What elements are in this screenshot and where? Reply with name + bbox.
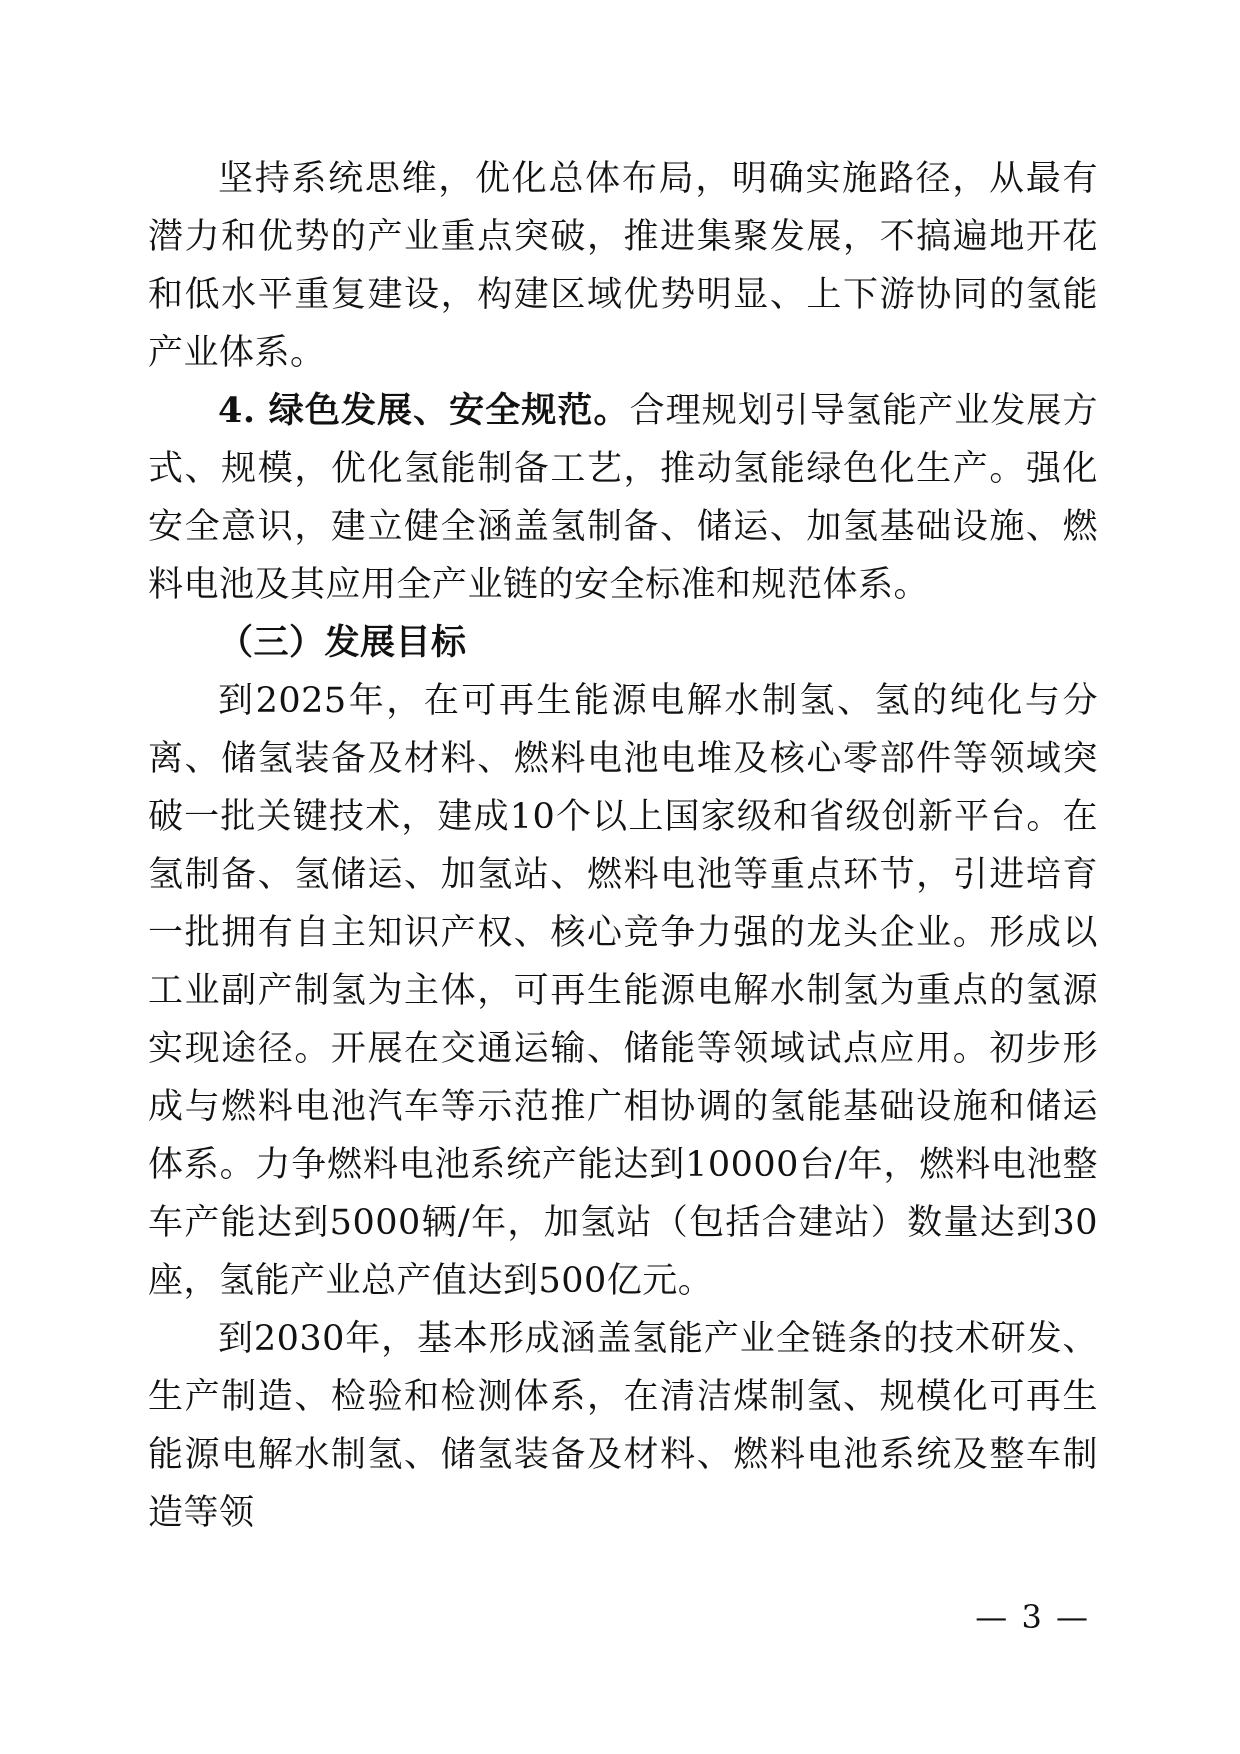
paragraph-goal-2030: [148, 1310, 1098, 1542]
paragraph-item-4: [148, 382, 1098, 614]
paragraph-continued: [148, 150, 1098, 382]
paragraph-text: 到2030年，基本形成涵盖氢能产业全链条的技术研发、生产制造、检验和检测体系，在清洁煤制氢、规模化可再生能源电解水制氢、储氢装备及材料、燃料电池系统及整车制造等领: [148, 1319, 1098, 1533]
paragraph-goal-2025: [148, 672, 1098, 1310]
paragraph-text: 到2025年，在可再生能源电解水制氢、氢的纯化与分离、储氢装备及材料、燃料电池电堆及核心零部件等领域突破一批关键技术，建成10个以上国家级和省级创新平台。在氢制备、氢储运、加氢站、燃料电池等重点环节，引进培育一批拥有自主知识产权、核心竞争力强的龙头企业。形成以工业副产制氢为主体，可再生能源电解水制氢为重点的氢源实现途径。开展在交通运输、储能等领域试点应用。初步形成与燃料电池汽车等示范推广相协调的氢能基础设施和储运体系。力争燃料电池系统产能达到10000台/年，燃料电池整车产能达到5000辆/年，加氢站（包括合建站）数量达到30座，氢能产业总产值达到500亿元。: [148, 681, 1098, 1301]
paragraph-text: 坚持系统思维，优化总体布局，明确实施路径，从最有潜力和优势的产业重点突破，推进集聚发展，不搞遍地开花和低水平重复建设，构建区域优势明显、上下游协同的氢能产业体系。: [148, 159, 1098, 373]
document-body: [148, 150, 1098, 1542]
paragraph-heading: 4. 绿色发展、安全规范。: [218, 390, 630, 431]
section-heading-development-goals: （三）发展目标: [218, 622, 467, 663]
paragraph-text: 合理规划引导氢能产业发展方式、规模，优化氢能制备工艺，推动氢能绿色化生产。强化安全意识，建立健全涵盖氢制备、储运、加氢基础设施、燃料电池及其应用全产业链的安全标准和规范体系。: [148, 391, 1098, 605]
page-number: — 3 —: [975, 1598, 1090, 1636]
